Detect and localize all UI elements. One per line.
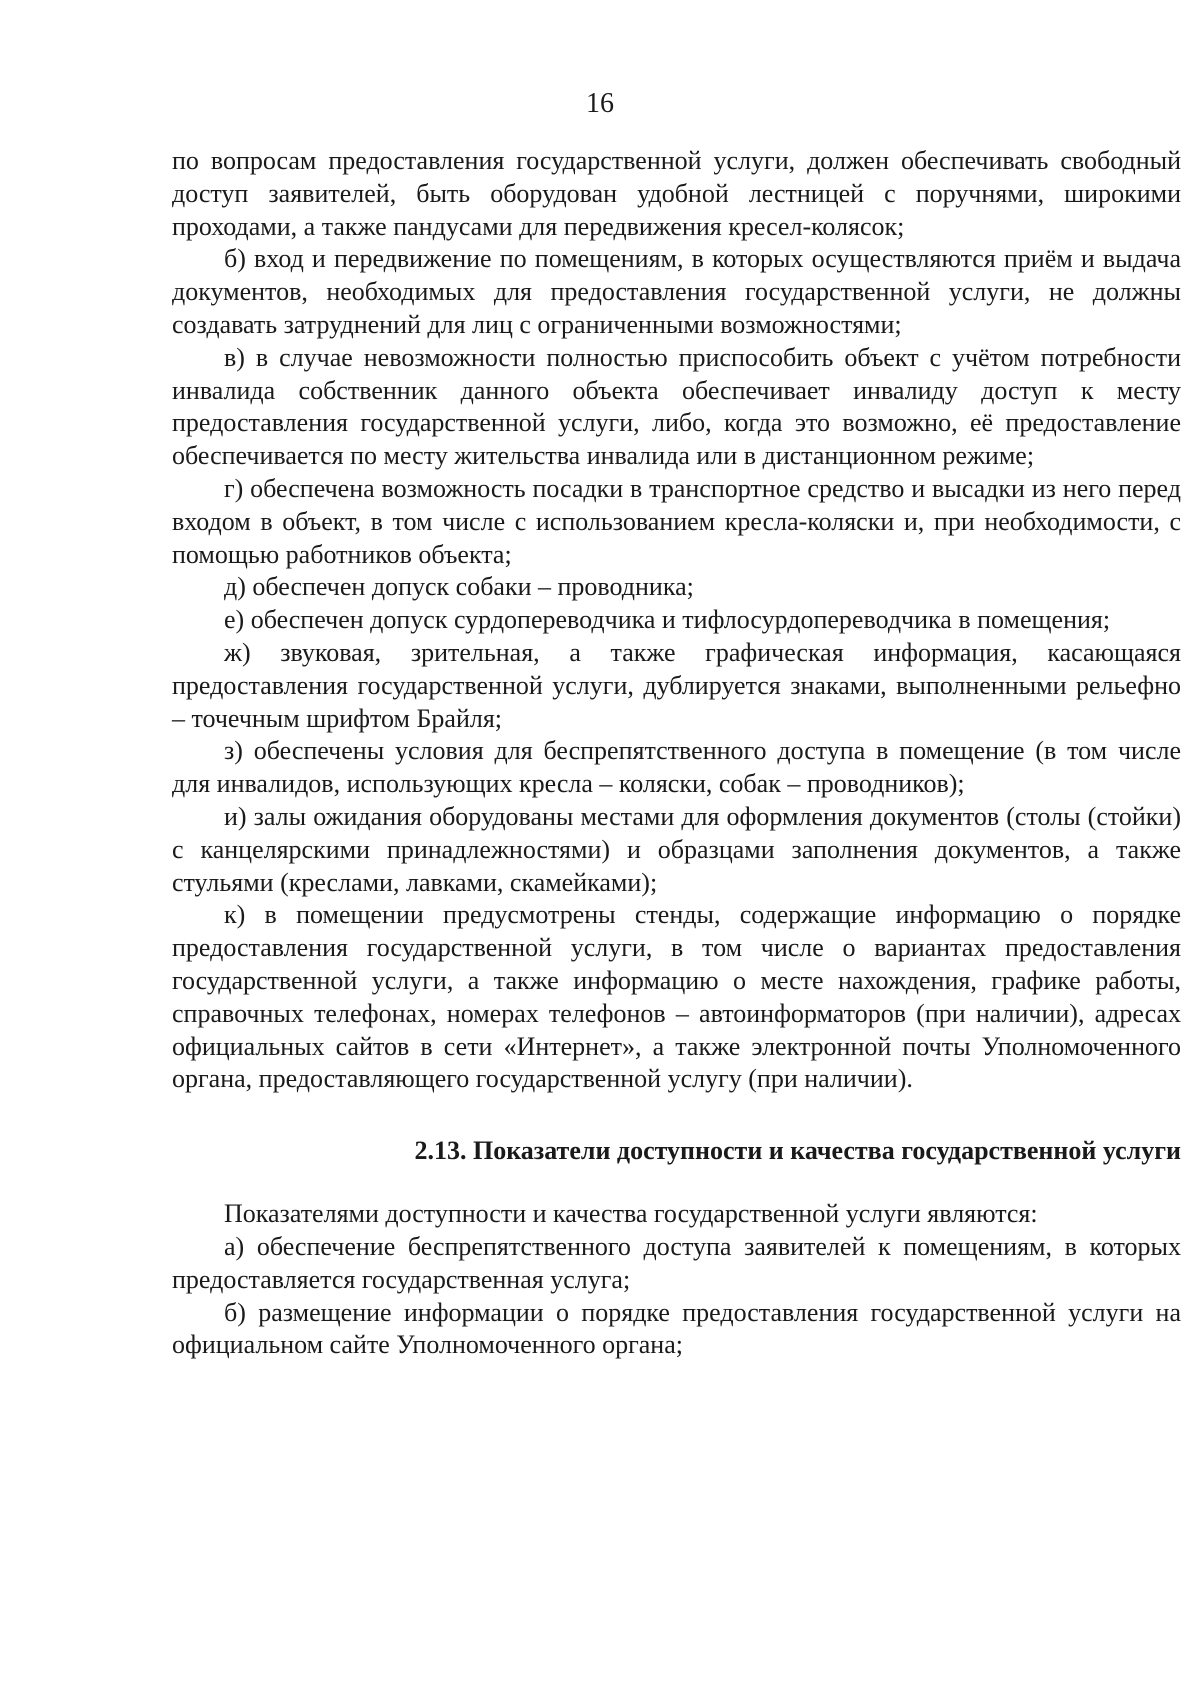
list-item-e: е) обеспечен допуск сурдопереводчика и тифлосурдопереводчика в помещения; [224, 605, 1111, 635]
paragraph: по вопросам предоставления государственной услуги, должен обеспечивать свободный доступ заявителей, быть оборудован удобной лестницей с поручнями, широкими проходами, а также пандусами для передвижения кресел-колясок; [172, 146, 1181, 241]
list-item-k: к) в помещении предусмотрены стенды, содержащие информацию о порядке предоставления государственной услуги, в том числе о вариантах предоставления государственной услуги, а также информацию о месте нахождения, графике работы, справочных телефонах, номерах телефонов – автоинформаторов (при наличии), адресах официальных сайтов в сети «Интернет», а также электронной почты Уполномоченного органа, предоставляющего государственной услугу (при наличии). [172, 900, 1181, 1094]
list-item-g: г) обеспечена возможность посадки в транспортное средство и высадки из него перед входом в объект, в том числе с использованием кресла-коляски и, при необходимости, с помощью работников объекта; [172, 473, 1181, 569]
page-number: 16 [586, 88, 614, 119]
list-item-i: и) залы ожидания оборудованы местами для оформления документов (столы (стойки) с канцелярскими принадлежностями) и образцами заполнения документов, а также стульями (креслами, лавками, скамейками); [172, 801, 1181, 897]
list-item-d: д) обеспечен допуск собаки – проводника; [224, 572, 694, 602]
list-item-b: б) вход и передвижение по помещениям, в которых осуществляются приём и выдача документов, необходимых для предоставления государственной услуги, не должны создавать затруднений для лиц с ограниченными возможностями; [172, 244, 1181, 339]
paragraph-intro: Показателями доступности и качества государственной услуги являются: [224, 1199, 1038, 1229]
document-body [172, 145, 1181, 1362]
list-item-b2: б) размещение информации о порядке предоставления государственной услуги на официальном сайте Уполномоченного органа; [172, 1297, 1181, 1360]
list-item-z: з) обеспечены условия для беспрепятственного доступа в помещение (в том числе для инвалидов, использующих кресла – коляски, собак – проводников); [172, 736, 1181, 799]
list-item-zh: ж) звуковая, зрительная, а также графическая информация, касающаяся предоставления государственной услуги, дублируется знаками, выполненными рельефно – точечным шрифтом Брайля; [172, 637, 1181, 733]
list-item-v: в) в случае невозможности полностью приспособить объект с учётом потребности инвалида собственник данного объекта обеспечивает инвалиду доступ к месту предоставления государственной услуги, либо, когда это возможно, её предоставление обеспечивается по месту жительства инвалида или в дистанционном режиме; [172, 342, 1181, 471]
list-item-a: а) обеспечение беспрепятственного доступа заявителей к помещениям, в которых предоставляется государственная услуга; [172, 1231, 1181, 1294]
section-heading: 2.13. Показатели доступности и качества государственной услуги [414, 1136, 1181, 1166]
